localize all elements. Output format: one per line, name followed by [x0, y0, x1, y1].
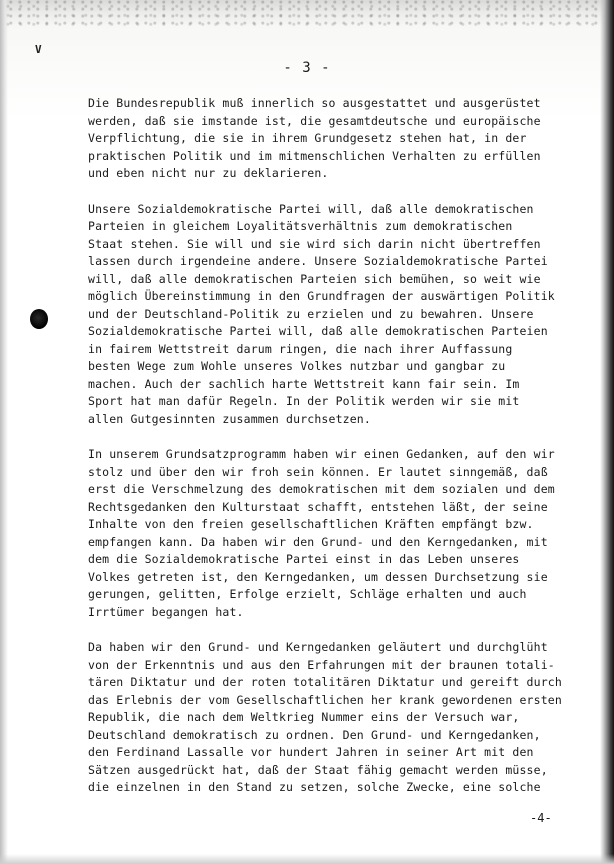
text-line: lassen durch irgendeine andere. Unsere Sozialdemokratische Partei [88, 254, 548, 268]
text-line: das Erlebnis der vom Gesellschaftlichen her krank gewordenen ersten [88, 692, 562, 707]
text-line: machen. Auch der sachlich harte Wettstreit kann fair sein. Im [88, 376, 520, 391]
text-line: Inhalte von den freien gesellschaftlichen Kräften empfängt bzw. [88, 517, 534, 531]
text-line: Verpflichtung, die sie in ihrem Grundgesetz stehen hat, in der [88, 131, 527, 145]
scan-edge-bottom [0, 854, 614, 864]
text-line: Irrtümer begangen hat. [88, 604, 244, 619]
page-number: - 3 - [283, 60, 331, 76]
text-line: gerungen, gelitten, Erfolge erzielt, Schläge erhalten und auch [88, 587, 527, 601]
text-line: In unserem Grundsatzprogramm haben wir einen Gedanken, auf den wir [88, 447, 555, 461]
text-line: dem die Sozialdemokratische Partei einst in das Leben unseres [88, 552, 520, 566]
text-line: allen Gutgesinnten zusammen durchsetzen. [88, 411, 371, 426]
text-line: Unsere Sozialdemokratische Partei will, daß alle demokratischen [88, 201, 534, 216]
text-line: Sätzen ausgedrückt hat, daß der Staat fähig gemacht werden müsse, [88, 762, 548, 777]
punch-hole-icon [30, 309, 48, 329]
corner-mark: V [35, 43, 42, 56]
text-line: praktischen Politik und im mitmenschlichen Verhalten zu erfüllen [88, 148, 541, 163]
text-line: Volkes getreten ist, den Kerngedanken, um dessen Durchsetzung sie [88, 569, 548, 584]
text-line: will, daß alle demokratischen Parteien sich bemühen, so weit wie [88, 271, 541, 286]
paragraph-1 [88, 95, 588, 183]
text-line: und eben nicht nur zu deklarieren. [88, 166, 329, 180]
text-line: Deutschland demokratisch zu ordnen. Den Grund- und Kerngedanken, [88, 727, 541, 742]
text-line: den Ferdinand Lassalle vor hundert Jahren in seiner Art mit den [88, 745, 534, 759]
paragraph-3 [88, 446, 588, 621]
body-text [88, 95, 588, 815]
text-line: und der Deutschland-Politik zu erzielen und zu bewahren. Unsere [88, 306, 534, 321]
text-line: Die Bundesrepublik muß innerlich so ausgestattet und ausgerüstet [88, 96, 541, 110]
scan-edge-left [0, 0, 8, 864]
text-line: in fairem Wettstreit darum ringen, die nach ihrer Auffassung [88, 341, 513, 356]
text-line: besten Wege zum Wohle unseres Volkes nutzbar und gangbar zu [88, 359, 506, 373]
text-line: tären Diktatur und der roten totalitären Diktatur und gereift durch [88, 675, 562, 689]
text-line: von der Erkenntnis und aus den Erfahrungen mit der braunen totali- [88, 657, 555, 672]
text-line: die einzelnen in den Stand zu setzen, solche Zwecke, eine solche [88, 780, 541, 794]
paragraph-4 [88, 639, 588, 797]
text-line: Da haben wir den Grund- und Kerngedanken geläutert und durchglüht [88, 640, 548, 654]
text-line: empfangen kann. Da haben wir den Grund- und den Kerngedanken, mit [88, 534, 548, 549]
text-line: Republik, die nach dem Weltkrieg Nummer eins der Versuch war, [88, 710, 520, 724]
text-line: möglich Übereinstimmung in den Grundfragen der auswärtigen Politik [88, 289, 555, 303]
text-line: werden, daß sie imstande ist, die gesamtdeutsche und europäische [88, 113, 541, 128]
scan-edge-top [0, 0, 614, 26]
scan-edge-right [600, 0, 614, 864]
text-line: Staat stehen. Sie will und sie wird sich darin nicht übertreffen [88, 236, 541, 251]
paragraph-2 [88, 201, 588, 429]
text-line: stolz und über den wir froh sein können. Er lautet sinngemäß, daß [88, 464, 548, 479]
text-line: Sozialdemokratische Partei will, daß alle demokratischen Parteien [88, 324, 548, 338]
text-line: Parteien in gleichem Loyalitätsverhältnis zum demokratischen [88, 219, 513, 233]
text-line: erst die Verschmelzung des demokratischen mit dem sozialen und dem [88, 482, 555, 496]
text-line: Sport hat man dafür Regeln. In der Politik werden wir sie mit [88, 394, 520, 408]
next-page-marker: -4- [530, 811, 552, 825]
text-line: Rechtsgedanken den Kulturstaat schafft, entstehen läßt, der seine [88, 499, 548, 514]
